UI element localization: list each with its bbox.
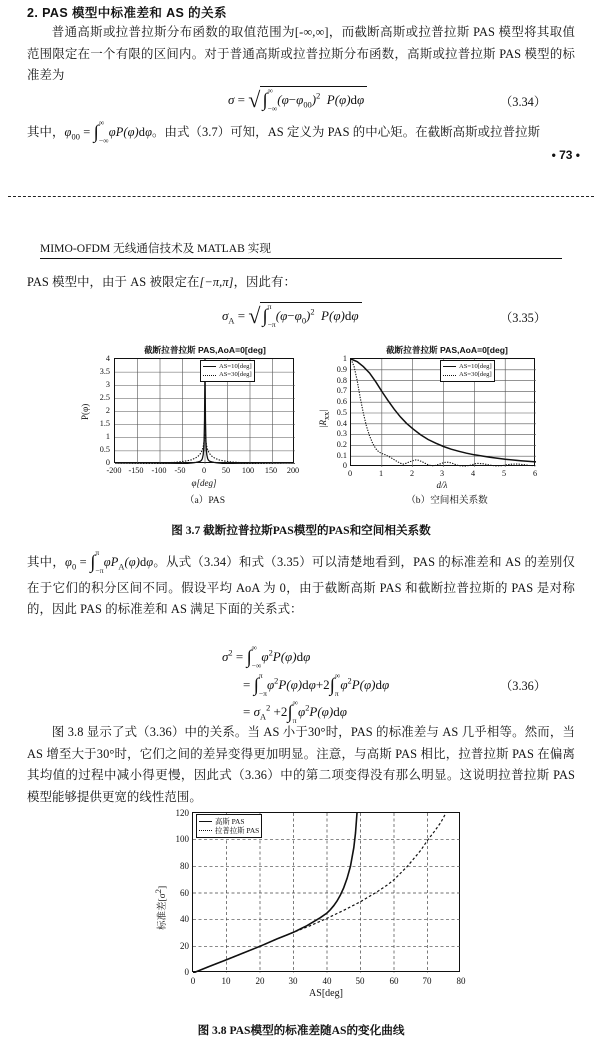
solid-line-icon <box>199 821 212 822</box>
inline-math-range: [−π,π] <box>199 275 234 289</box>
fig38-xtick-10: 10 <box>221 976 231 986</box>
fig37a-ytick-1p5: 1.5 <box>99 419 110 428</box>
dotted-line-icon <box>443 375 456 376</box>
fig37a-ytick-3: 3 <box>105 380 110 389</box>
page-number: • 73 • <box>551 148 580 162</box>
fig37b-ytick-0: 0 <box>342 461 347 470</box>
fig37a-xlabel: φ[deg] <box>191 478 217 488</box>
fig38-ytick-120: 120 <box>175 808 189 818</box>
running-head-rule <box>40 258 562 259</box>
fig38-xtick-30: 30 <box>288 976 298 986</box>
paragraph-5: 图 3.8 显示了式（3.36）中的关系。当 AS 小于30°时，PAS 的标准差与 AS 几乎相等。然而，当 AS 增至大于30°时，它们之间的差异变得更加明显。注意，与高斯 PAS 相比，拉普拉斯 PAS 在偏离其均值的过程中减小得更慢，因此式（3.36）中的第二项变得没有那么明显。这说明拉普拉斯 PAS 模型能够提供更宽的线性范围。 <box>27 725 575 804</box>
fig37-subcaption-b: （b）空间相关系数 <box>406 495 488 506</box>
fig37b-ytick-0p3: 0.3 <box>336 429 347 438</box>
fig37b-ytick-0p6: 0.6 <box>336 397 347 406</box>
fig38-legend <box>196 814 262 838</box>
solid-line-icon <box>203 366 216 367</box>
fig37a-title: 截断拉普拉斯 PAS,AoA=0[deg] <box>144 345 266 355</box>
fig37a-xtick-200: 200 <box>286 466 300 475</box>
fig37a-xtick--50: -50 <box>174 466 186 475</box>
fig37a-ytick-4: 4 <box>105 354 110 363</box>
dotted-line-icon <box>199 830 212 831</box>
fig37a-xtick-100: 100 <box>241 466 255 475</box>
fig38-ytick-40: 40 <box>180 914 189 924</box>
fig38-ytick-60: 60 <box>180 888 189 898</box>
fig37a-ytick-0: 0 <box>105 458 110 467</box>
fig37a-legend-row-as10 <box>203 363 252 372</box>
fig37a-legend <box>200 360 255 382</box>
fig37b-legend-row-as10 <box>443 363 492 372</box>
running-head: MIMO-OFDM 无线通信技术及 MATLAB 实现 <box>40 242 271 255</box>
fig38-xtick-0: 0 <box>190 976 196 986</box>
figure-3-8-caption: 图 3.8 PAS模型的标准差随AS的变化曲线 <box>197 1024 405 1037</box>
inline-math-phi00: $\varphi_{00}$ = ∫ ∞ −∞ φP(φ)dφ <box>64 118 153 146</box>
paragraph-2-prefix: 其中， <box>27 125 65 139</box>
figure-3-7-caption: 图 3.7 截断拉普拉斯PAS模型的PAS和空间相关系数 <box>171 524 431 537</box>
fig38-xlabel: AS[deg] <box>309 988 343 999</box>
equation-3-36-line2: = ∫ π −π $\varphi^2P(\varphi)d\varphi+2\int$ ∞ π $\varphi^2P(\varphi)d\varphi$ <box>243 671 390 699</box>
section-number: 2. <box>27 6 39 20</box>
equation-3-35: $\sigma_A$ = √ ∫ π −π $(\varphi-\varphi_0)^2$ P(φ)dφ <box>222 300 362 326</box>
fig37a-ytick-1: 1 <box>105 432 110 441</box>
fig38-xtick-60: 60 <box>389 976 399 986</box>
fig37b-title: 截断拉普拉斯 PAS,AoA=0[deg] <box>386 345 508 355</box>
fig38-ytick-20: 20 <box>180 941 189 951</box>
fig37a-ytick-2: 2 <box>105 406 110 415</box>
fig37b-ytick-1: 1 <box>342 354 347 363</box>
fig37a-ytick-0p5: 0.5 <box>99 445 110 454</box>
equation-3-35-number: （3.35） <box>500 311 547 325</box>
fig37b-ytick-0p9: 0.9 <box>336 365 347 374</box>
fig37b-legend-row-as30 <box>443 371 492 380</box>
fig37b-ytick-0p4: 0.4 <box>336 419 347 428</box>
fig37a-legend-label-as10: AS=10[deg] <box>219 362 252 370</box>
fig38-legend-label-laplacian: 拉普拉斯 PAS <box>215 826 260 835</box>
fig37a-xtick-0: 0 <box>201 466 207 475</box>
fig37a-ytick-3p5: 3.5 <box>99 367 110 376</box>
fig37b-legend-label-as30: AS=30[deg] <box>459 371 492 378</box>
fig38-xtick-70: 70 <box>422 976 432 986</box>
fig38-ytick-80: 80 <box>180 861 189 871</box>
fig37a-ylabel: P(φ) <box>80 403 90 420</box>
paragraph-2 <box>27 120 575 148</box>
fig37a-legend-row-as30 <box>203 371 252 380</box>
equation-3-36-number: （3.36） <box>500 679 547 693</box>
section-heading <box>27 3 227 21</box>
fig38-ylabel: 标准差[σ2] <box>154 885 169 930</box>
fig37b-xtick-0: 0 <box>347 469 353 478</box>
fig37b-xtick-5: 5 <box>501 469 507 478</box>
paragraph-2-suffix: 。由式（3.7）可知，AS 定义为 PAS 的中心矩。在截断高斯或拉普拉斯 <box>152 125 541 139</box>
solid-line-icon <box>443 366 456 367</box>
paragraph-3-tail: ，因此有： <box>233 275 297 289</box>
fig37a-xtick-50: 50 <box>221 466 231 475</box>
fig38-xtick-20: 20 <box>255 976 265 986</box>
equation-3-36-line1: $\sigma^2$ = ∫ ∞ −∞ $\varphi^2P(\varphi)d\varphi$ <box>222 643 311 671</box>
fig37b-xtick-6: 6 <box>532 469 538 478</box>
paragraph-4 <box>27 550 575 621</box>
inline-math-phi0: $\varphi_0$ = ∫ π −π $\varphi P_A(\varphi)d\varphi$ <box>65 548 154 576</box>
fig37b-ylabel: |Rxx| <box>318 409 331 428</box>
fig37b-xtick-4: 4 <box>470 469 476 478</box>
fig38-xtick-40: 40 <box>322 976 332 986</box>
fig37a-legend-label-as30: AS=30[deg] <box>219 371 252 378</box>
fig37b-ytick-0p5: 0.5 <box>336 408 347 417</box>
page-separator <box>8 196 594 197</box>
fig37a-xtick--200: -200 <box>106 466 122 475</box>
equation-3-34-number: （3.34） <box>500 95 547 109</box>
fig37b-xtick-1: 1 <box>378 469 384 478</box>
fig37b-ytick-0p7: 0.7 <box>336 386 347 395</box>
fig37b-xtick-3: 3 <box>439 469 445 478</box>
fig37a-xtick--150: -150 <box>128 466 144 475</box>
paragraph-1: 普通高斯或拉普拉斯分布函数的取值范围为[-∞,∞]，而截断高斯或拉普拉斯 PAS 模型将其取值范围限定在一个有限的区间内。对于普通高斯或拉普拉斯分布函数，高斯或拉普拉斯 PAS 模型的标准差为 <box>27 25 575 82</box>
section-title: PAS 模型中标准差和 AS 的关系 <box>42 6 227 20</box>
paragraph-3 <box>27 272 575 294</box>
fig37a-xtick--100: -100 <box>151 466 167 475</box>
fig38-legend-row-laplacian <box>199 826 259 836</box>
fig37a-xtick-150: 150 <box>264 466 278 475</box>
equation-3-36-line3: = $\sigma_A^2 +2\int$ ∞ π $\varphi^2P(\varphi)d\varphi$ <box>243 698 347 726</box>
fig37b-xtick-2: 2 <box>409 469 415 478</box>
fig38-legend-label-gaussian: 高斯 PAS <box>215 816 245 826</box>
fig37b-legend <box>440 360 495 382</box>
fig38-xtick-80: 80 <box>456 976 466 986</box>
paragraph-3-text: PAS 模型中，由于 AS 被限定在 <box>27 275 200 289</box>
dotted-line-icon <box>203 375 216 376</box>
paragraph-4-prefix: 其中， <box>27 555 65 569</box>
fig37b-ytick-0p1: 0.1 <box>336 451 347 460</box>
fig38-ytick-100: 100 <box>175 834 189 844</box>
equation-3-34: σ = √ ∫ ∞ −∞ $(\varphi-\varphi_{00})^2$ P(φ)dφ <box>228 84 367 110</box>
fig37b-ytick-0p8: 0.8 <box>336 376 347 385</box>
fig38-xtick-50: 50 <box>355 976 365 986</box>
fig37b-xlabel: d/λ <box>436 480 448 490</box>
fig37b-ytick-0p2: 0.2 <box>336 440 347 449</box>
fig38-legend-row-gaussian <box>199 817 259 827</box>
fig37b-legend-label-as10: AS=10[deg] <box>459 362 492 370</box>
fig38-ytick-0: 0 <box>184 967 189 977</box>
fig37-subcaption-a: （a）PAS <box>184 495 226 506</box>
paragraph-4-suffix: 。从式（3.34）和式（3.35）可以清楚地看到，PAS 的标准差和 AS 的差别仅在于它们的积分区间不同。假设平均 AoA 为 0，由于截断高斯 PAS 和截断拉普拉斯的 PAS 是对称的，因此 PAS 的标准差和 AS 满足下面的关系式： <box>27 555 575 617</box>
fig37a-ytick-2p5: 2.5 <box>99 393 110 402</box>
